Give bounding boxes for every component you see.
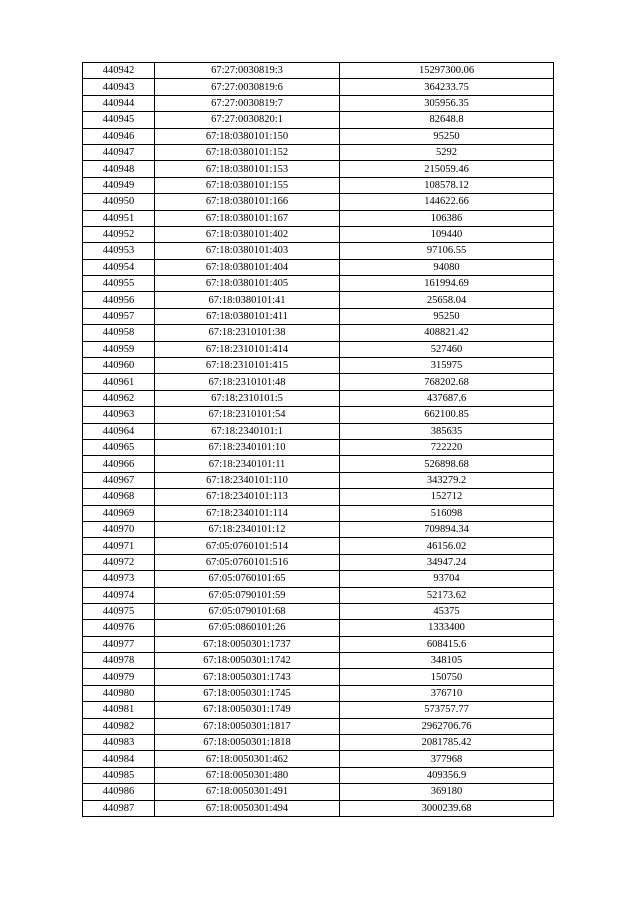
table-row — [83, 210, 554, 226]
value-cell: 437687.6 — [340, 390, 554, 406]
row-number-cell: 440949 — [83, 177, 155, 193]
value-cell: 95250 — [340, 308, 554, 324]
table-row — [83, 735, 554, 751]
table-row — [83, 587, 554, 603]
value-cell: 3000239.68 — [340, 800, 554, 816]
row-number-cell: 440942 — [83, 63, 155, 79]
value-cell: 5292 — [340, 144, 554, 160]
row-number-cell: 440966 — [83, 456, 155, 472]
cadastral-number-cell: 67:18:0380101:405 — [155, 276, 340, 292]
table-row — [83, 653, 554, 669]
value-cell: 526898.68 — [340, 456, 554, 472]
cadastral-number-cell: 67:18:2340101:113 — [155, 489, 340, 505]
row-number-cell: 440965 — [83, 439, 155, 455]
cadastral-number-cell: 67:18:0050301:1743 — [155, 669, 340, 685]
table-row — [83, 325, 554, 341]
cadastral-number-cell: 67:18:2310101:5 — [155, 390, 340, 406]
row-number-cell: 440986 — [83, 784, 155, 800]
row-number-cell: 440987 — [83, 800, 155, 816]
cadastral-number-cell: 67:18:2340101:110 — [155, 472, 340, 488]
row-number-cell: 440984 — [83, 751, 155, 767]
table-row — [83, 554, 554, 570]
value-cell: 161994.69 — [340, 276, 554, 292]
row-number-cell: 440971 — [83, 538, 155, 554]
row-number-cell: 440974 — [83, 587, 155, 603]
value-cell: 94080 — [340, 259, 554, 275]
table-row — [83, 423, 554, 439]
value-cell: 25658.04 — [340, 292, 554, 308]
row-number-cell: 440970 — [83, 521, 155, 537]
row-number-cell: 440955 — [83, 276, 155, 292]
value-cell: 144622.66 — [340, 194, 554, 210]
cadastral-number-cell: 67:18:2310101:414 — [155, 341, 340, 357]
value-cell: 152712 — [340, 489, 554, 505]
table-row — [83, 751, 554, 767]
value-cell: 369180 — [340, 784, 554, 800]
table-row — [83, 636, 554, 652]
row-number-cell: 440948 — [83, 161, 155, 177]
table-row — [83, 456, 554, 472]
row-number-cell: 440954 — [83, 259, 155, 275]
value-cell: 608415.6 — [340, 636, 554, 652]
value-cell: 662100.85 — [340, 407, 554, 423]
row-number-cell: 440946 — [83, 128, 155, 144]
row-number-cell: 440973 — [83, 571, 155, 587]
row-number-cell: 440952 — [83, 226, 155, 242]
row-number-cell: 440963 — [83, 407, 155, 423]
cadastral-number-cell: 67:18:0380101:153 — [155, 161, 340, 177]
table-row — [83, 685, 554, 701]
table-row — [83, 620, 554, 636]
cadastral-number-cell: 67:18:0380101:411 — [155, 308, 340, 324]
value-cell: 108578.12 — [340, 177, 554, 193]
value-cell: 709894.34 — [340, 521, 554, 537]
cadastral-number-cell: 67:18:0380101:166 — [155, 194, 340, 210]
value-cell: 46156.02 — [340, 538, 554, 554]
cadastral-number-cell: 67:05:0760101:65 — [155, 571, 340, 587]
value-cell: 385635 — [340, 423, 554, 439]
value-cell: 768202.68 — [340, 374, 554, 390]
value-cell: 348105 — [340, 653, 554, 669]
row-number-cell: 440959 — [83, 341, 155, 357]
cadastral-number-cell: 67:27:0030820:1 — [155, 112, 340, 128]
row-number-cell: 440960 — [83, 358, 155, 374]
cadastral-number-cell: 67:18:0380101:150 — [155, 128, 340, 144]
table-row — [83, 603, 554, 619]
cadastral-number-cell: 67:05:0860101:26 — [155, 620, 340, 636]
value-cell: 516098 — [340, 505, 554, 521]
cadastral-number-cell: 67:18:0050301:1742 — [155, 653, 340, 669]
value-cell: 82648.8 — [340, 112, 554, 128]
row-number-cell: 440980 — [83, 685, 155, 701]
cadastral-number-cell: 67:18:0380101:41 — [155, 292, 340, 308]
row-number-cell: 440956 — [83, 292, 155, 308]
table-row — [83, 259, 554, 275]
table-row — [83, 767, 554, 783]
cadastral-number-cell: 67:27:0030819:6 — [155, 79, 340, 95]
row-number-cell: 440978 — [83, 653, 155, 669]
row-number-cell: 440953 — [83, 243, 155, 259]
cadastral-number-cell: 67:18:2340101:1 — [155, 423, 340, 439]
value-cell: 315975 — [340, 358, 554, 374]
cadastral-number-cell: 67:05:0760101:514 — [155, 538, 340, 554]
value-cell: 1333400 — [340, 620, 554, 636]
table-row — [83, 226, 554, 242]
row-number-cell: 440985 — [83, 767, 155, 783]
value-cell: 45375 — [340, 603, 554, 619]
table-row — [83, 472, 554, 488]
table-row — [83, 63, 554, 79]
row-number-cell: 440982 — [83, 718, 155, 734]
cadastral-number-cell: 67:18:2310101:38 — [155, 325, 340, 341]
value-cell: 109440 — [340, 226, 554, 242]
value-cell: 722220 — [340, 439, 554, 455]
cadastral-number-cell: 67:18:0050301:491 — [155, 784, 340, 800]
table-row — [83, 243, 554, 259]
row-number-cell: 440972 — [83, 554, 155, 570]
cadastral-number-cell: 67:05:0790101:59 — [155, 587, 340, 603]
value-cell: 2962706.76 — [340, 718, 554, 734]
table-row — [83, 95, 554, 111]
table-row — [83, 276, 554, 292]
cadastral-number-cell: 67:18:2310101:48 — [155, 374, 340, 390]
table-row — [83, 669, 554, 685]
table-row — [83, 718, 554, 734]
cadastral-number-cell: 67:18:0050301:1749 — [155, 702, 340, 718]
table-row — [83, 521, 554, 537]
cadastral-number-cell: 67:18:0050301:480 — [155, 767, 340, 783]
value-cell: 408821.42 — [340, 325, 554, 341]
value-cell: 93704 — [340, 571, 554, 587]
cadastral-number-cell: 67:18:2340101:12 — [155, 521, 340, 537]
row-number-cell: 440983 — [83, 735, 155, 751]
cadastral-number-cell: 67:18:0380101:155 — [155, 177, 340, 193]
value-cell: 409356.9 — [340, 767, 554, 783]
row-number-cell: 440947 — [83, 144, 155, 160]
cadastral-number-cell: 67:18:0380101:403 — [155, 243, 340, 259]
cadastral-number-cell: 67:27:0030819:3 — [155, 63, 340, 79]
cadastral-number-cell: 67:18:0050301:1818 — [155, 735, 340, 751]
table-row — [83, 144, 554, 160]
value-cell: 52173.62 — [340, 587, 554, 603]
table-row — [83, 407, 554, 423]
value-cell: 15297300.06 — [340, 63, 554, 79]
table-row — [83, 538, 554, 554]
row-number-cell: 440961 — [83, 374, 155, 390]
value-cell: 2081785.42 — [340, 735, 554, 751]
row-number-cell: 440964 — [83, 423, 155, 439]
cadastral-number-cell: 67:18:0380101:404 — [155, 259, 340, 275]
cadastral-number-cell: 67:27:0030819:7 — [155, 95, 340, 111]
value-cell: 215059.46 — [340, 161, 554, 177]
row-number-cell: 440958 — [83, 325, 155, 341]
value-cell: 527460 — [340, 341, 554, 357]
table-row — [83, 79, 554, 95]
cadastral-number-cell: 67:18:0380101:402 — [155, 226, 340, 242]
row-number-cell: 440979 — [83, 669, 155, 685]
cadastral-number-cell: 67:18:2340101:114 — [155, 505, 340, 521]
value-cell: 573757.77 — [340, 702, 554, 718]
value-cell: 95250 — [340, 128, 554, 144]
row-number-cell: 440950 — [83, 194, 155, 210]
row-number-cell: 440969 — [83, 505, 155, 521]
cadastral-number-cell: 67:18:0050301:1737 — [155, 636, 340, 652]
table-row — [83, 439, 554, 455]
table-row — [83, 161, 554, 177]
row-number-cell: 440968 — [83, 489, 155, 505]
table-row — [83, 177, 554, 193]
cadastral-number-cell: 67:18:0050301:1745 — [155, 685, 340, 701]
cadastral-number-cell: 67:18:0050301:462 — [155, 751, 340, 767]
cadastral-number-cell: 67:18:0050301:494 — [155, 800, 340, 816]
table-row — [83, 341, 554, 357]
value-cell: 106386 — [340, 210, 554, 226]
row-number-cell: 440975 — [83, 603, 155, 619]
row-number-cell: 440945 — [83, 112, 155, 128]
value-cell: 343279.2 — [340, 472, 554, 488]
table-row — [83, 489, 554, 505]
row-number-cell: 440976 — [83, 620, 155, 636]
table-row — [83, 358, 554, 374]
cadastral-number-cell: 67:05:0790101:68 — [155, 603, 340, 619]
cadastral-number-cell: 67:18:2340101:11 — [155, 456, 340, 472]
table-body — [83, 63, 554, 817]
row-number-cell: 440943 — [83, 79, 155, 95]
cadastral-number-cell: 67:18:2340101:10 — [155, 439, 340, 455]
cadastral-number-cell: 67:18:2310101:415 — [155, 358, 340, 374]
cadastral-value-table — [82, 62, 554, 817]
table-row — [83, 374, 554, 390]
value-cell: 377968 — [340, 751, 554, 767]
cadastral-number-cell: 67:18:0050301:1817 — [155, 718, 340, 734]
table-row — [83, 194, 554, 210]
row-number-cell: 440962 — [83, 390, 155, 406]
table-row — [83, 702, 554, 718]
table-row — [83, 128, 554, 144]
cadastral-number-cell: 67:18:0380101:167 — [155, 210, 340, 226]
cadastral-number-cell: 67:18:0380101:152 — [155, 144, 340, 160]
table-row — [83, 784, 554, 800]
table-row — [83, 800, 554, 816]
value-cell: 376710 — [340, 685, 554, 701]
row-number-cell: 440957 — [83, 308, 155, 324]
cadastral-number-cell: 67:05:0760101:516 — [155, 554, 340, 570]
value-cell: 364233.75 — [340, 79, 554, 95]
value-cell: 97106.55 — [340, 243, 554, 259]
table-row — [83, 571, 554, 587]
table-row — [83, 292, 554, 308]
row-number-cell: 440967 — [83, 472, 155, 488]
table-row — [83, 390, 554, 406]
row-number-cell: 440951 — [83, 210, 155, 226]
cadastral-number-cell: 67:18:2310101:54 — [155, 407, 340, 423]
table-row — [83, 112, 554, 128]
value-cell: 34947.24 — [340, 554, 554, 570]
value-cell: 150750 — [340, 669, 554, 685]
value-cell: 305956.35 — [340, 95, 554, 111]
table-row — [83, 308, 554, 324]
row-number-cell: 440944 — [83, 95, 155, 111]
row-number-cell: 440977 — [83, 636, 155, 652]
row-number-cell: 440981 — [83, 702, 155, 718]
table-row — [83, 505, 554, 521]
